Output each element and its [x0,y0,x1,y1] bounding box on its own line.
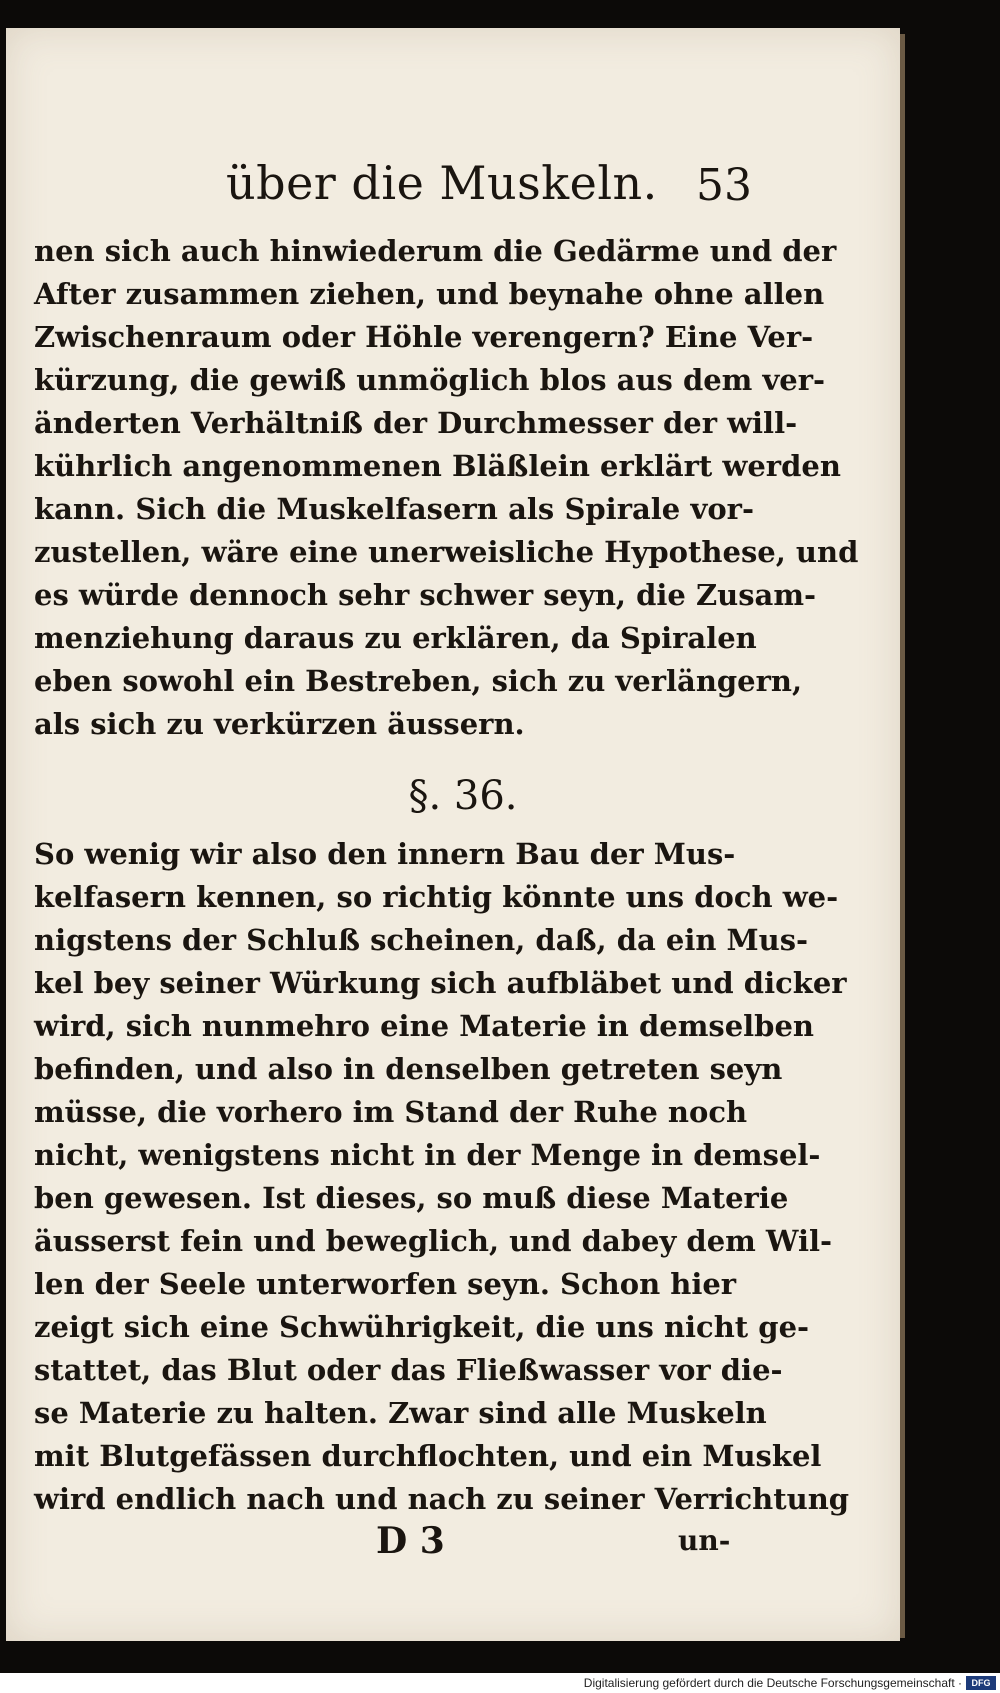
text-line: als sich zu verkürzen äussern. [34,707,525,741]
text-line: So wenig wir also den innern Bau der Mus- [34,837,736,871]
page-footer [6,1520,900,1580]
text-line: es würde dennoch sehr schwer seyn, die Zusam- [34,578,817,612]
text-line: nicht, wenigstens nicht in der Menge in demsel- [34,1138,821,1172]
text-line: änderten Verhältniß der Durchmesser der will- [34,406,798,440]
page-number: 53 [696,160,752,211]
running-title: über die Muskeln. [226,156,658,210]
text-line: se Materie zu halten. Zwar sind alle Muskeln [34,1396,767,1430]
paragraph-continued [34,230,859,746]
text-line: zustellen, wäre eine unerweisliche Hypothese, und [34,535,859,569]
text-line: kürzung, die gewiß unmöglich blos aus dem ver- [34,363,826,397]
text-line: müsse, die vorhero im Stand der Ruhe noch [34,1095,748,1129]
text-line: menziehung daraus zu erklären, da Spiralen [34,621,757,655]
text-line: kann. Sich die Muskelfasern als Spirale vor- [34,492,754,526]
section-heading: §. 36. [408,773,518,819]
paragraph-section-36 [34,833,850,1521]
text-line: kel bey seiner Würkung sich aufbläbet und dicker [34,966,847,1000]
text-line: After zusammen ziehen, und beynahe ohne allen [34,277,825,311]
text-line: äusserst fein und beweglich, und dabey dem Wil- [34,1224,833,1258]
text-line: kührlich angenommenen Bläßlein erklärt werden [34,449,841,483]
text-line: ben gewesen. Ist dieses, so muß diese Materie [34,1181,789,1215]
text-line: Zwischenraum oder Höhle verengern? Eine Ver- [34,320,814,354]
banner-text: Digitalisierung gefördert durch die Deutsche Forschungsgemeinschaft · [583,1676,962,1690]
page-edge [900,34,905,1638]
text-line: zeigt sich eine Schwührigkeit, die uns nicht ge- [34,1310,810,1344]
text-line: nigstens der Schluß scheinen, daß, da ein Mus- [34,923,809,957]
dfg-logo-icon: DFG [966,1676,996,1690]
page-header [6,146,900,236]
text-line: mit Blutgefässen durchflochten, und ein Muskel [34,1439,822,1473]
signature-mark: D 3 [376,1520,445,1562]
text-line: wird endlich nach und nach zu seiner Verrichtung [34,1482,850,1516]
text-line: eben sowohl ein Bestreben, sich zu verlängern, [34,664,803,698]
catchword: un- [678,1524,731,1557]
text-line: len der Seele unterworfen seyn. Schon hier [34,1267,737,1301]
text-line: wird, sich nunmehro eine Materie in demselben [34,1009,814,1043]
text-line: befinden, und also in denselben getreten seyn [34,1052,783,1086]
text-line: stattet, das Blut oder das Fließwasser vor die- [34,1353,783,1387]
text-line: nen sich auch hinwiederum die Gedärme und der [34,234,837,268]
book-page [6,28,900,1641]
text-line: kelfasern kennen, so richtig könnte uns doch we- [34,880,839,914]
digitization-banner [0,1673,1000,1693]
